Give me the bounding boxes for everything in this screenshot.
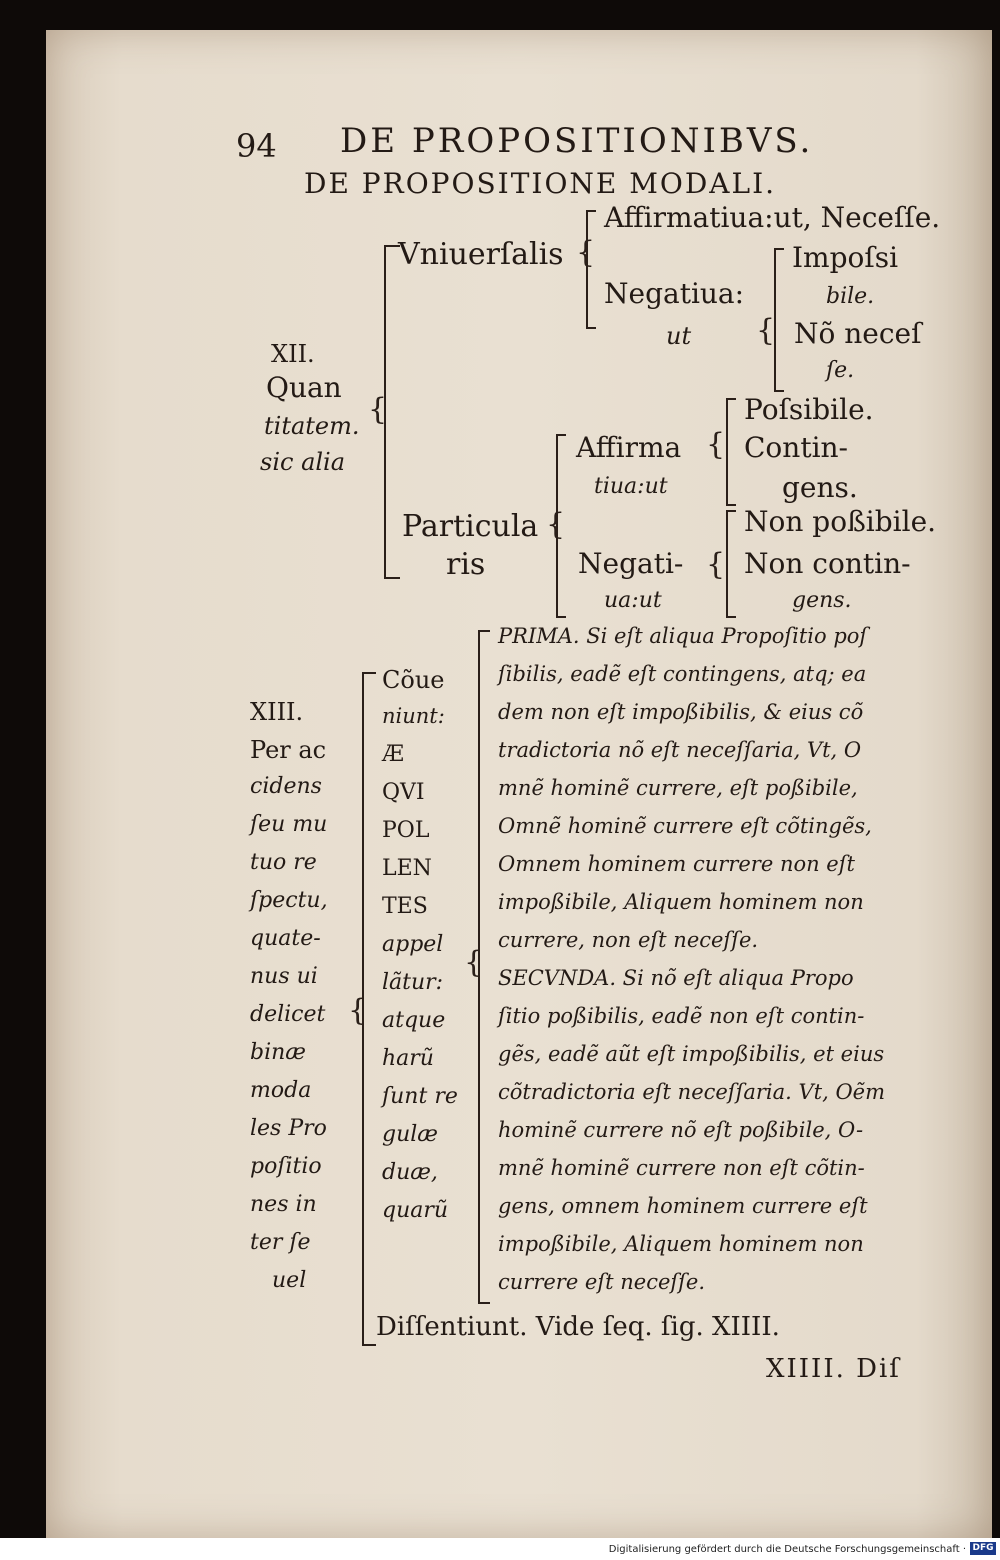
affirmativa-particular: Affirma	[576, 431, 682, 464]
rule-line: impoßibile, Aliquem hominem non	[498, 890, 864, 914]
negativa-particular: Negati-	[578, 547, 684, 580]
negativa-particular-ut: ua:ut	[604, 588, 662, 613]
middle-line: Æ	[382, 742, 405, 767]
section13-label-line: ſeu mu	[250, 812, 328, 837]
rule-line: impoßibile, Aliquem hominem non	[498, 1232, 864, 1256]
impossibile-label-2: bile.	[826, 284, 875, 309]
section12-label-line: titatem.	[264, 412, 360, 440]
section12-label-line: Quan	[266, 371, 342, 404]
dissentiunt-line: Diſſentiunt. Vide ſeq. ſig. XIIII.	[376, 1312, 780, 1342]
rule-line: Omnẽ hominẽ currere eſt cõtingẽs,	[498, 814, 872, 838]
section13-label-line: ter ſe	[250, 1230, 311, 1255]
middle-line: quarũ	[382, 1198, 449, 1223]
particularis-label: Particula	[402, 509, 539, 544]
non-contingens-label-2: gens.	[792, 588, 852, 613]
brace-universalis: {	[576, 235, 596, 270]
brace-affirmativa-p: {	[706, 427, 726, 462]
middle-line: niunt:	[382, 704, 445, 728]
non-necesse-label: Nõ neceſ	[794, 317, 922, 350]
middle-line: lãtur:	[382, 970, 444, 995]
affirmativa-particular-ut: tiua:ut	[594, 474, 668, 499]
brace-negativa: {	[756, 313, 776, 348]
negativa-universal-ut: ut	[666, 322, 692, 350]
middle-line: QVI	[382, 780, 425, 805]
middle-line: appel	[382, 932, 444, 957]
section13-label-line: moda	[250, 1078, 312, 1103]
rule-line: ſibilis, eadẽ eſt contingens, atq; ea	[498, 662, 867, 686]
brace-section13-point: {	[348, 993, 368, 1028]
non-contingens-label: Non contin-	[744, 547, 911, 580]
rules-text	[498, 626, 948, 1310]
rule-line: mnẽ hominẽ currere non eſt cõtin-	[498, 1156, 865, 1180]
brace-universalis-line	[586, 210, 596, 329]
brace-negativa-p: {	[706, 547, 726, 582]
section13-label	[250, 700, 350, 1308]
rule-line: cõtradictoria eſt neceſſaria. Vt, Oẽm	[498, 1080, 886, 1104]
universalis-label: Vniuerſalis	[398, 237, 564, 272]
section13-label-line: les Pro	[250, 1116, 327, 1141]
catchword: XIIII. Diſ	[766, 1354, 901, 1384]
middle-line: ſunt re	[382, 1084, 458, 1109]
brace-point: {	[368, 392, 388, 427]
middle-line: POL	[382, 818, 430, 843]
middle-line: TES	[382, 894, 428, 919]
middle-line: gulæ	[382, 1122, 438, 1147]
section13-label-line: quate-	[250, 926, 321, 951]
brace-particularis-line	[556, 434, 566, 618]
section13-label-line: binæ	[250, 1040, 306, 1065]
brace-negativa-line	[774, 248, 784, 392]
rule-line: gens, omnem hominem currere eſt	[498, 1194, 868, 1218]
rule-line: hominẽ currere nõ eſt poßibile, O-	[498, 1118, 864, 1142]
brace-negativa-p-line	[726, 510, 736, 618]
section13-label-line: poſitio	[250, 1154, 322, 1179]
rule-line: mnẽ hominẽ currere, eſt poßibile,	[498, 776, 858, 800]
section13-label-line: nus ui	[250, 964, 318, 989]
middle-line: duæ,	[382, 1160, 438, 1185]
rule-line: SECVNDA. Si nõ eſt aliqua Propo	[498, 966, 854, 990]
rule-line: tradictoria nõ eſt neceſſaria, Vt, O	[498, 738, 862, 762]
section13-label-line: uel	[272, 1268, 307, 1293]
middle-line: harũ	[382, 1046, 434, 1071]
section-title: DE PROPOSITIONE MODALI.	[304, 167, 777, 200]
section13-label-line: ſpectu,	[250, 888, 328, 913]
brace-rules-point: {	[464, 945, 484, 980]
possibile-label: Poſsibile.	[744, 393, 874, 426]
rule-line: Omnem hominem currere non eſt	[498, 852, 855, 876]
section13-label-line: cidens	[250, 774, 322, 799]
negativa-universal: Negatiua:	[604, 277, 745, 310]
non-possibile-label: Non poßibile.	[744, 505, 937, 538]
section12-number: XII.	[271, 340, 315, 368]
section12-label-line: sic alia	[260, 448, 346, 476]
particularis-label-2: ris	[446, 547, 486, 582]
running-title: DE PROPOSITIONIBVS.	[340, 121, 814, 161]
rule-line: currere, non eſt neceſſe.	[498, 928, 759, 952]
impossibile-label: Impoſsi	[792, 241, 899, 274]
section13-label-line: XIII.	[250, 698, 304, 726]
affirmativa-universal: Affirmatiua:ut, Neceſſe.	[604, 201, 941, 234]
rule-line: PRIMA. Si eſt aliqua Propoſitio poſ	[498, 624, 868, 648]
brace-particularis: {	[546, 507, 566, 542]
contingens-label: Contin-	[744, 431, 849, 464]
book-page	[46, 30, 992, 1538]
middle-line: Cõue	[382, 666, 445, 694]
section13-label-line: Per ac	[250, 736, 327, 764]
rule-line: dem non eſt impoßibilis, & eius cõ	[498, 700, 864, 724]
rule-line: currere eſt neceſſe.	[498, 1270, 706, 1294]
rule-line: ſitio poßibilis, eadẽ non eſt contin-	[498, 1004, 865, 1028]
non-necesse-label-2: ſe.	[826, 358, 855, 383]
footer-bar	[0, 1538, 1000, 1560]
section13-label-line: delicet	[250, 1002, 326, 1027]
contingens-label-2: gens.	[782, 471, 858, 504]
page-number: 94	[236, 127, 277, 165]
brace-affirmativa-p-line	[726, 398, 736, 506]
middle-line: atque	[382, 1008, 446, 1033]
middle-line: LEN	[382, 856, 432, 881]
footer-credit: Digitalisierung gefördert durch die Deutsche Forschungsgemeinschaft ·	[608, 1544, 966, 1555]
section13-label-line: nes in	[250, 1192, 317, 1217]
rule-line: gẽs, eadẽ aũt eſt impoßibilis, et eius	[498, 1042, 885, 1066]
section13-label-line: tuo re	[250, 850, 317, 875]
dfg-logo: DFG	[970, 1542, 996, 1555]
